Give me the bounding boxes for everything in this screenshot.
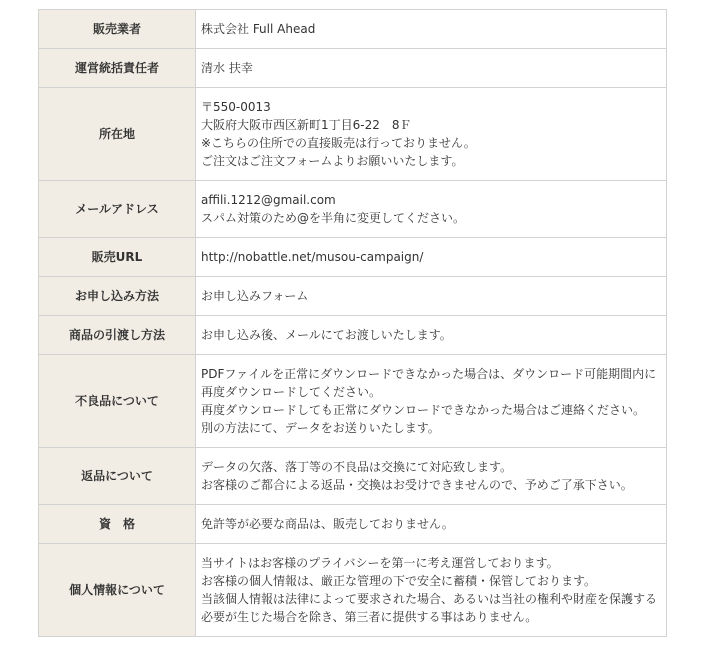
row-label-returns: 返品について	[39, 448, 196, 505]
table-row	[39, 316, 667, 355]
value-line: 〒550-0013	[201, 100, 271, 114]
value-line: 再度ダウンロードしても正常にダウンロードできなかった場合はご連絡ください。	[201, 403, 646, 417]
table-row	[39, 505, 667, 544]
legal-notice-container	[38, 9, 667, 637]
row-value-license	[196, 505, 667, 544]
row-label-url: 販売URL	[39, 238, 196, 277]
table-row	[39, 448, 667, 505]
row-value-privacy	[196, 544, 667, 637]
row-label-license: 資 格	[39, 505, 196, 544]
row-value-defects	[196, 355, 667, 448]
row-label-order-method: お申し込み方法	[39, 277, 196, 316]
table-row	[39, 277, 667, 316]
value-line: スパム対策のため@を半角に変更してください。	[201, 211, 466, 225]
table-row	[39, 544, 667, 637]
row-label-manager: 運営統括責任者	[39, 49, 196, 88]
value-line: 株式会社 Full Ahead	[201, 22, 316, 36]
row-value-order-method	[196, 277, 667, 316]
value-line: 大阪府大阪市西区新町1丁目6-22 8Ｆ	[201, 118, 412, 132]
row-label-privacy: 個人情報について	[39, 544, 196, 637]
table-row	[39, 181, 667, 238]
table-row	[39, 238, 667, 277]
value-line: お客様のご都合による返品・交換はお受けできませんので、予めご了承下さい。	[201, 478, 633, 492]
value-line: 免許等が必要な商品は、販売しておりません。	[201, 517, 454, 531]
sales-url: http://nobattle.net/musou-campaign/	[201, 250, 424, 264]
row-value-returns	[196, 448, 667, 505]
value-line: お申し込みフォーム	[201, 289, 309, 303]
row-value-email	[196, 181, 667, 238]
value-line: ご注文はご注文フォームよりお願いいたします。	[201, 154, 464, 168]
row-label-address: 所在地	[39, 88, 196, 181]
email-address: affili.1212@gmail.com	[201, 193, 336, 207]
value-line: 別の方法にて、データをお送りいたします。	[201, 421, 440, 435]
row-value-manager	[196, 49, 667, 88]
value-line: ※こちらの住所での直接販売は行っておりません。	[201, 136, 476, 150]
legal-notice-table	[38, 9, 667, 637]
value-line: 再度ダウンロードしてください。	[201, 385, 382, 399]
value-line: PDFファイルを正常にダウンロードできなかった場合は、ダウンロード可能期間内に	[201, 367, 657, 381]
row-label-email: メールアドレス	[39, 181, 196, 238]
row-value-delivery	[196, 316, 667, 355]
row-label-delivery: 商品の引渡し方法	[39, 316, 196, 355]
value-line: データの欠落、落丁等の不良品は交換にて対応致します。	[201, 460, 513, 474]
row-value-seller	[196, 10, 667, 49]
value-line: お客様の個人情報は、厳正な管理の下で安全に蓄積・保管しております。	[201, 574, 597, 588]
table-row	[39, 10, 667, 49]
value-line: 必要が生じた場合を除き、第三者に提供する事はありません。	[201, 610, 538, 624]
value-line: お申し込み後、メールにてお渡しいたします。	[201, 328, 452, 342]
table-row	[39, 355, 667, 448]
row-value-url	[196, 238, 667, 277]
value-line: 当該個人情報は法律によって要求された場合、あるいは当社の権利や財産を保護する	[201, 592, 658, 606]
row-label-seller: 販売業者	[39, 10, 196, 49]
value-line: 当サイトはお客様のプライバシーを第一に考え運営しております。	[201, 556, 559, 570]
row-label-defects: 不良品について	[39, 355, 196, 448]
row-value-address	[196, 88, 667, 181]
value-line: 清水 扶幸	[201, 61, 253, 75]
table-row	[39, 88, 667, 181]
table-row	[39, 49, 667, 88]
